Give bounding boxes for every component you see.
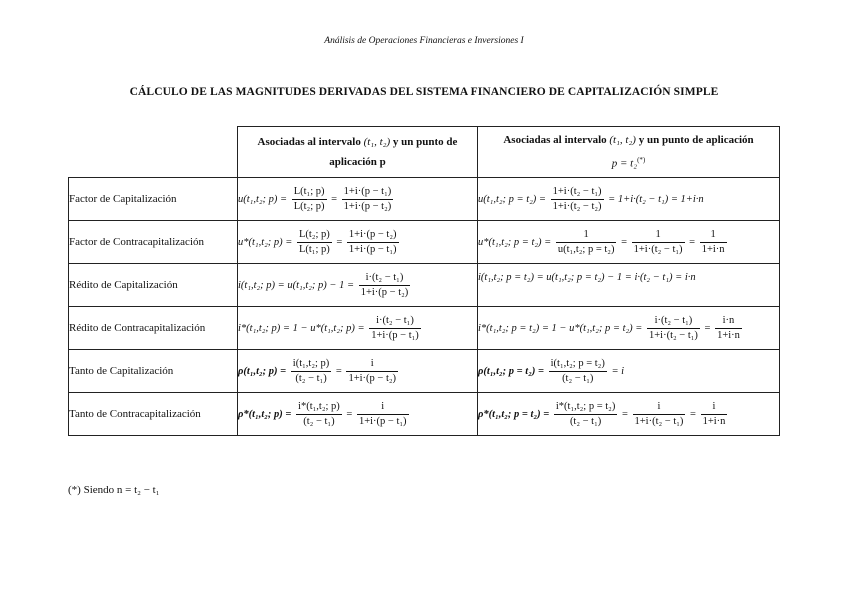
page-header: Análisis de Operaciones Financieras e Inversiones I xyxy=(324,36,524,46)
formula-lhs: i*(t₁,t₂; p) = 1 − u*(t₁,t₂; p) = xyxy=(238,322,365,334)
row-label: Tanto de Capitalización xyxy=(69,350,238,393)
formula-point-t2: ρ*(t₁,t₂; p = t₂) = $\frac{\text{i*(t₁,t₂; p = t₂)}}{\text{(t₂ − t₁)}}$ = $\frac{i}{\text{1+i·(t₂ − t₁)}}$ = $\frac{i}{1+i\cdot n}$ xyxy=(478,393,780,436)
col2-rest: y un punto de xyxy=(392,136,458,148)
fraction: $\frac{i}{\text{1+i·(t₂ − t₁)}}$ xyxy=(634,400,684,427)
table-header-row xyxy=(69,127,780,178)
fraction: $\frac{\text{i·(t₂ − t₁)}}{\text{1+i·(t₂ − t₁)}}$ xyxy=(648,314,698,341)
formula-point-p: u(t₁,t₂; p) = $\frac{\text{L(t₁; p)}}{\text{L(t₂; p)}}$ = $\frac{\text{1+i·(p − t₁)}}{\text{1+i·(p − t₂)}}$ xyxy=(238,178,478,221)
formula-lhs: ρ*(t₁,t₂; p = t₂) = xyxy=(478,408,550,420)
formula-point-t2 xyxy=(478,178,780,221)
formula-lhs: ρ(t₁,t₂; p = t₂) = xyxy=(478,365,544,377)
row-label: Tanto de Contracapitalización xyxy=(69,393,238,436)
table-row xyxy=(69,393,780,436)
formula-point-p xyxy=(238,264,478,307)
fraction: $\frac{i\cdot n}{1+i\cdot n}$ xyxy=(717,314,740,341)
fraction: $\frac{\text{i(t₁,t₂; p = t₂)}}{\text{(t₂ − t₁)}}$ xyxy=(550,357,605,384)
row-label: Factor de Capitalización xyxy=(69,178,238,221)
formula-lhs: u*(t₁,t₂; p = t₂) = xyxy=(478,236,552,248)
empty-header-cell xyxy=(69,127,238,178)
formula-lhs: i*(t₁,t₂; p = t₂) = 1 − u*(t₁,t₂; p = t₂) = xyxy=(478,322,643,334)
fraction: $\frac{\text{L(t₁; p)}}{\text{L(t₂; p)}}$ xyxy=(293,185,325,212)
formula-lhs: ρ(t₁,t₂; p) = xyxy=(238,365,287,377)
formula-table xyxy=(68,126,780,436)
fraction: $\frac{\text{i*(t₁,t₂; p)}}{\text{(t₂ − t₁)}}$ xyxy=(298,400,340,427)
fraction: $\frac{\text{i·(t₂ − t₁)}}{\text{1+i·(p − t₂)}}$ xyxy=(360,271,409,298)
formula-point-p xyxy=(238,307,478,350)
formula-point-p: ρ(t₁,t₂; p) = $\frac{\text{i(t₁,t₂; p)}}{\text{(t₂ − t₁)}}$ = $\frac{i}{\text{1+i·(p − t₂)}}$ xyxy=(238,350,478,393)
formula-point-p: u*(t₁,t₂; p) = $\frac{\text{L(t₂; p)}}{\text{L(t₁; p)}}$ = $\frac{\text{1+i·(p − t₂)}}{\text{1+i·(p − t₁)}}$ xyxy=(238,221,478,264)
table-row xyxy=(69,221,780,264)
fraction: $\frac{i}{1+i\cdot n}$ xyxy=(702,400,726,427)
fraction: $\frac{1}{1+i\cdot n}$ xyxy=(701,228,725,255)
formula-point-t2 xyxy=(478,350,780,393)
col3-interval: (t₁, t₂) xyxy=(609,134,636,147)
col2-interval: (t₁, t₂) xyxy=(363,136,391,148)
col3-rest: y un punto de aplicación xyxy=(638,134,754,147)
formula-point-p: ρ*(t₁,t₂; p) = $\frac{\text{i*(t₁,t₂; p)}}{\text{(t₂ − t₁)}}$ = $\frac{i}{\text{1+i·(p − t₁)}}$ xyxy=(238,393,478,436)
fraction: $\frac{\text{1+i·(t₂ − t₁)}}{\text{1+i·(t₂ − t₂)}}$ xyxy=(552,185,602,212)
fraction: $\frac{i}{\text{1+i·(p − t₂)}}$ xyxy=(348,357,397,384)
fraction: $\frac{i}{\text{1+i·(p − t₁)}}$ xyxy=(358,400,407,427)
fraction: $\frac{1}{\text{1+i·(t₂ − t₁)}}$ xyxy=(633,228,683,255)
formula-tail: = 1+i·(t₂ − t₁) = 1+i·n xyxy=(608,193,704,205)
column-header-point-p xyxy=(238,127,478,178)
formula-lhs: u*(t₁,t₂; p) = xyxy=(238,236,293,248)
fraction: $\frac{1}{\text{u(t₁,t₂; p = t₂)}}$ xyxy=(557,228,615,255)
table-row xyxy=(69,178,780,221)
row-label: Factor de Contracapitalización xyxy=(69,221,238,264)
fraction: $\frac{\text{L(t₂; p)}}{\text{L(t₁; p)}}$ xyxy=(298,228,330,255)
formula-point-t2: u*(t₁,t₂; p = t₂) = $\frac{1}{\text{u(t₁,t₂; p = t₂)}}$ = $\frac{1}{\text{1+i·(t₂ − t₁)}}$ = $\frac{1}{1+i\cdot n}$ xyxy=(478,221,780,264)
formula-lhs: ρ*(t₁,t₂; p) = xyxy=(238,408,292,420)
formula-lhs: u(t₁,t₂; p = t₂) = xyxy=(478,193,546,205)
table-row xyxy=(69,264,780,307)
table-row xyxy=(69,307,780,350)
fraction: $\frac{\text{i(t₁,t₂; p)}}{\text{(t₂ − t₁)}}$ xyxy=(292,357,330,384)
fraction: $\frac{\text{1+i·(p − t₁)}}{\text{1+i·(p − t₂)}}$ xyxy=(343,185,392,212)
fraction: $\frac{\text{i·(t₂ − t₁)}}{\text{1+i·(p − t₁)}}$ xyxy=(371,314,419,341)
col3-footnote-mark: (*) xyxy=(637,156,646,165)
formula-lhs: u(t₁,t₂; p) = xyxy=(238,193,288,205)
row-label: Rédito de Capitalización xyxy=(69,264,238,307)
formula-tail: = i xyxy=(611,365,625,377)
fraction: $\frac{\text{i*(t₁,t₂; p = t₂)}}{\text{(t₂ − t₁)}}$ xyxy=(555,400,616,427)
col3-label: Asociadas al intervalo xyxy=(503,134,607,147)
formula-point-t2: i*(t₁,t₂; p = t₂) = 1 − u*(t₁,t₂; p = t₂) = $\frac{\text{i·(t₂ − t₁)}}{\text{1+i·(t₂ − t₁)}}$ = $\frac{i\cdot n}{1+i\cdot n}$ xyxy=(478,307,780,350)
table-row xyxy=(69,350,780,393)
footnote: (*) Siendo n = t₂ − t₁ xyxy=(68,484,160,496)
fraction: $\frac{\text{1+i·(p − t₂)}}{\text{1+i·(p − t₁)}}$ xyxy=(348,228,397,255)
formula-point-t2 xyxy=(478,264,780,307)
row-label: Rédito de Contracapitalización xyxy=(69,307,238,350)
document-title: CÁLCULO DE LAS MAGNITUDES DERIVADAS DEL SISTEMA FINANCIERO DE CAPITALIZACIÓN SIMPLE xyxy=(129,86,719,98)
column-header-point-t2 xyxy=(478,127,780,178)
col2-line2: aplicación p xyxy=(329,156,386,168)
col2-label: Asociadas al intervalo xyxy=(257,136,361,148)
formula-lhs: i(t₁,t₂; p) = u(t₁,t₂; p) − 1 = xyxy=(238,279,355,291)
col3-line2: p = t₂ xyxy=(611,157,638,170)
formula-text: i(t₁,t₂; p = t₂) = u(t₁,t₂; p = t₂) − 1 = i·(t₂ − t₁) = i·n xyxy=(478,272,696,283)
